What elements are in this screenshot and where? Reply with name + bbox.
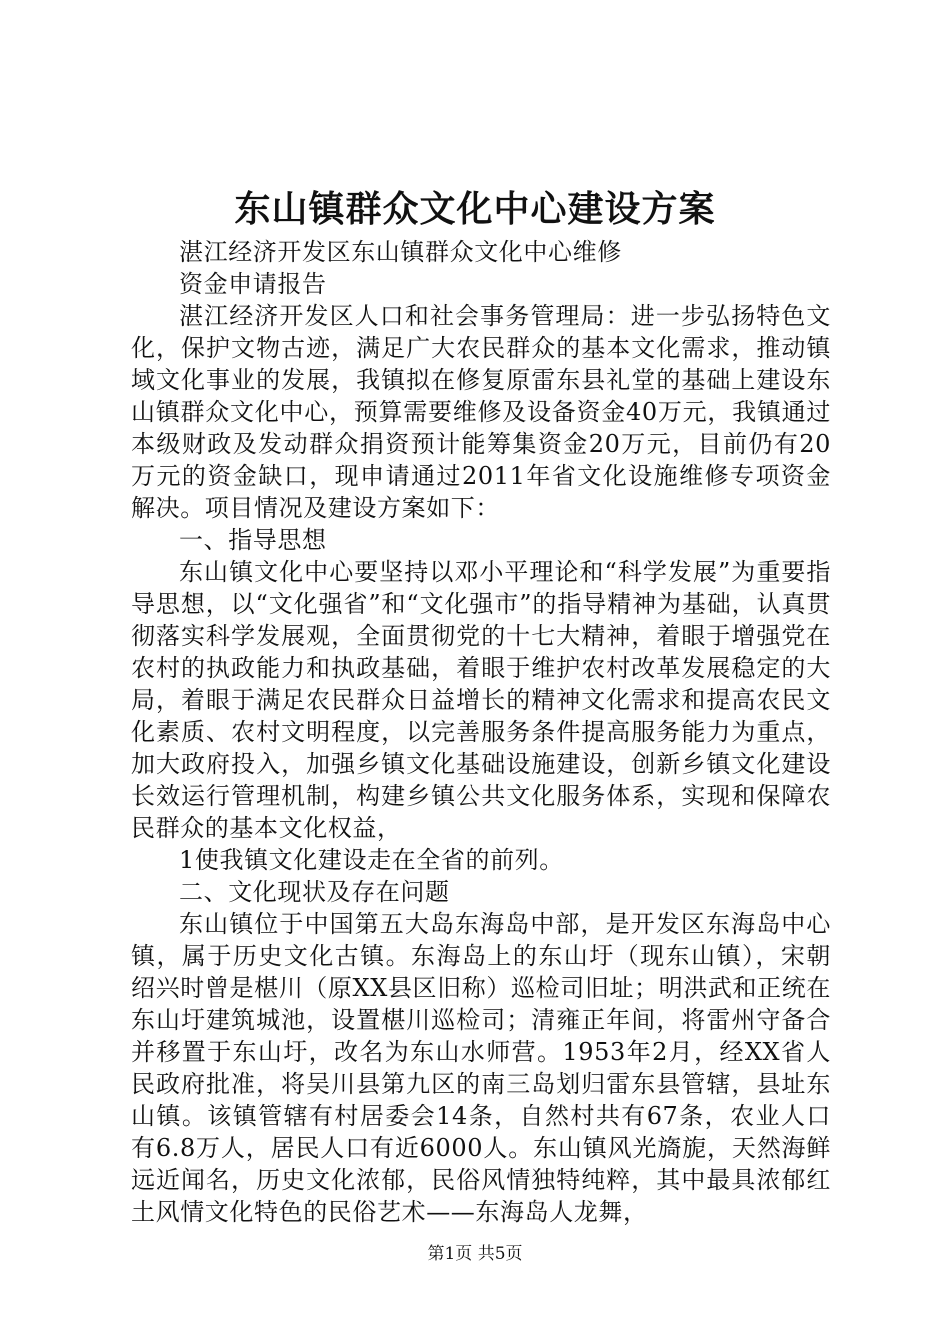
report-title-line-2: 资金申请报告 [179,270,327,298]
section-heading-guiding-ideology: 一、指导思想 [179,526,327,554]
section-heading-current-status: 二、文化现状及存在问题 [179,878,450,906]
page-footer: 第1页 共5页 [427,1244,523,1264]
document-title: 东山镇群众文化中心建设方案 [234,188,716,230]
guiding-ideology-paragraph: 东山镇文化中心要坚持以邓小平理论和“科学发展”为重要指导思想，以“文化强省”和“文化强市”的指导精神为基础，认真贯彻落实科学发展观，全面贯彻党的十七大精神，着眼于增强党在农村的执政能力和执政基础，着眼于维护农村改革发展稳定的大局，着眼于满足农民群众日益增长的精神文化需求和提高农民文化素质、农村文明程度，以完善服务条件提高服务能力为重点，加大政府投入，加强乡镇文化基础设施建设，创新乡镇文化建设长效运行管理机制，构建乡镇公共文化服务体系，实现和保障农民群众的基本文化权益， [131,558,831,842]
document-body [131,236,831,1228]
guiding-ideology-goal-line: 1使我镇文化建设走在全省的前列。 [179,846,564,874]
intro-paragraph: 湛江经济开发区人口和社会事务管理局：进一步弘扬特色文化，保护文物古迹，满足广大农民群众的基本文化需求，推动镇域文化事业的发展，我镇拟在修复原雷东县礼堂的基础上建设东山镇群众文化中心，预算需要维修及设备资金40万元，我镇通过本级财政及发动群众捐资预计能筹集资金20万元，目前仍有20万元的资金缺口，现申请通过2011年省文化设施维修专项资金解决。项目情况及建设方案如下： [131,302,831,522]
report-title-line-1: 湛江经济开发区东山镇群众文化中心维修 [179,238,622,266]
current-status-paragraph: 东山镇位于中国第五大岛东海岛中部，是开发区东海岛中心镇，属于历史文化古镇。东海岛上的东山圩（现东山镇），宋朝绍兴时曾是椹川（原XX县区旧称）巡检司旧址；明洪武和正统在东山圩建筑城池，设置椹川巡检司；清雍正年间，将雷州守备合并移置于东山圩，改名为东山水师营。1953年2月，经XX省人民政府批准，将吴川县第九区的南三岛划归雷东县管辖，县址东山镇。该镇管辖有村居委会14条，自然村共有67条，农业人口有6.8万人，居民人口有近6000人。东山镇风光旖旎，天然海鲜远近闻名，历史文化浓郁，民俗风情独特纯粹，其中最具浓郁红土风情文化特色的民俗艺术——东海岛人龙舞， [131,910,831,1226]
